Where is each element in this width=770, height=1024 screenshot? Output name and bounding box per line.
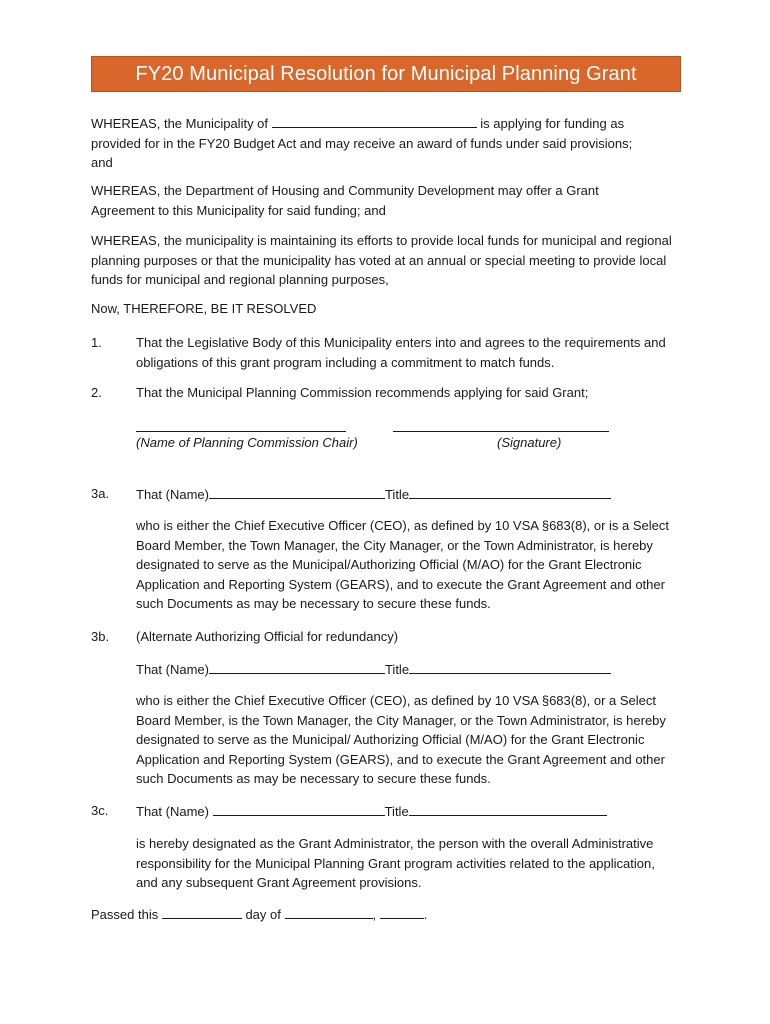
that-name-label: That (Name): [136, 662, 209, 677]
title-label: Title: [384, 487, 410, 502]
month-blank[interactable]: [285, 904, 373, 919]
chair-caption: (Name of Planning Commission Chair): [136, 435, 358, 450]
whereas-label: WHEREAS,: [91, 116, 161, 131]
signature-caption: (Signature): [497, 435, 562, 450]
name-blank-3b[interactable]: [209, 659, 385, 674]
period-mark: .: [423, 907, 428, 922]
that-name-label: That (Name): [136, 804, 209, 819]
item-3c-text: is hereby designated as the Grant Administrator, the person with the overall Administrative responsibility for the Municipal Planning Grant program activities related to the application, and any subsequent Grant Agreement provisions.: [136, 836, 655, 890]
title-label: Title: [384, 662, 410, 677]
item-1-number: 1.: [91, 335, 102, 350]
item-1-text: That the Legislative Body of this Municipality enters into and agrees to the requirements and obligations of this grant program including a commitment to match funds.: [136, 335, 666, 370]
page-title: FY20 Municipal Resolution for Municipal Planning Grant: [135, 62, 637, 85]
item-3c-number: 3c.: [91, 803, 109, 818]
whereas-paragraph-2: [91, 181, 611, 220]
day-of-label: day of: [245, 907, 281, 922]
item-3b-text: who is either the Chief Executive Officer (CEO), as defined by 10 VSA §683(8), or a Select Board Member, is the Town Manager, the City Manager, or the Town Administrator, is hereby designated to serve as the Municipal/ Authorizing Official (M/AO) for the Grant Electronic Application and Reporting System (GEARS), and to execute the Grant Agreement and other such Documents as may be necessary to secure these funds.: [136, 693, 666, 786]
title-blank-3c[interactable]: [409, 801, 607, 816]
signature-line[interactable]: [393, 431, 609, 432]
whereas1-post: is applying for funding as: [480, 116, 625, 131]
item-2-number: 2.: [91, 385, 102, 400]
item-3a-number: 3a.: [91, 486, 110, 501]
name-blank-3c[interactable]: [213, 801, 385, 816]
item-2-text: That the Municipal Planning Commission recommends applying for said Grant;: [136, 385, 589, 400]
comma-mark: ,: [372, 907, 377, 922]
title-label: Title: [384, 804, 409, 819]
resolved-text: Now, THEREFORE, BE IT RESOLVED: [91, 301, 317, 316]
passed-line: [91, 904, 691, 925]
municipality-name-blank[interactable]: [272, 113, 477, 128]
whereas2-text: the Department of Housing and Community Development may offer a Grant Agreement to this Municipality for said funding; and: [91, 183, 599, 218]
passed-this-label: Passed this: [91, 907, 159, 922]
item-3b-number: 3b.: [91, 629, 110, 644]
resolved-heading: [91, 299, 691, 319]
name-blank-3a[interactable]: [209, 484, 385, 499]
title-banner: [91, 56, 681, 92]
whereas-label: WHEREAS,: [91, 183, 161, 198]
title-blank-3b[interactable]: [409, 659, 611, 674]
title-blank-3a[interactable]: [409, 484, 611, 499]
item-3b-heading: (Alternate Authorizing Official for redundancy): [136, 629, 399, 644]
whereas1-line2: provided for in the FY20 Budget Act and may receive an award of funds under said provisions;: [91, 135, 633, 151]
that-name-label: That (Name): [136, 487, 209, 502]
whereas1-pre: the Municipality of: [163, 116, 269, 131]
whereas3-text: the municipality is maintaining its efforts to provide local funds for municipal and regional planning purposes or that the municipality has voted at an annual or special meeting to provide local funds for municipal and regional planning purposes,: [91, 233, 672, 287]
item-3a-text: who is either the Chief Executive Officer (CEO), as defined by 10 VSA §683(8), or is a Select Board Member, the Town Manager, the City Manager, or the Town Administrator, is hereby designated to serve as the Municipal/Authorizing Official (M/AO) for the Grant Electronic Application and Reporting System (GEARS), and to execute the Grant Agreement and other such Documents as may be necessary to secure these funds.: [136, 518, 670, 611]
year-blank[interactable]: [380, 904, 424, 919]
item-3b-name-line: [136, 659, 688, 680]
chair-name-line[interactable]: [136, 431, 346, 432]
day-blank[interactable]: [162, 904, 242, 919]
whereas-paragraph-1: [91, 113, 691, 173]
whereas-label: WHEREAS,: [91, 233, 161, 248]
whereas1-line3: and: [91, 155, 113, 170]
whereas-paragraph-3: [91, 231, 683, 290]
item-3a-name-line: [136, 484, 688, 505]
item-3c-name-line: [136, 801, 688, 822]
